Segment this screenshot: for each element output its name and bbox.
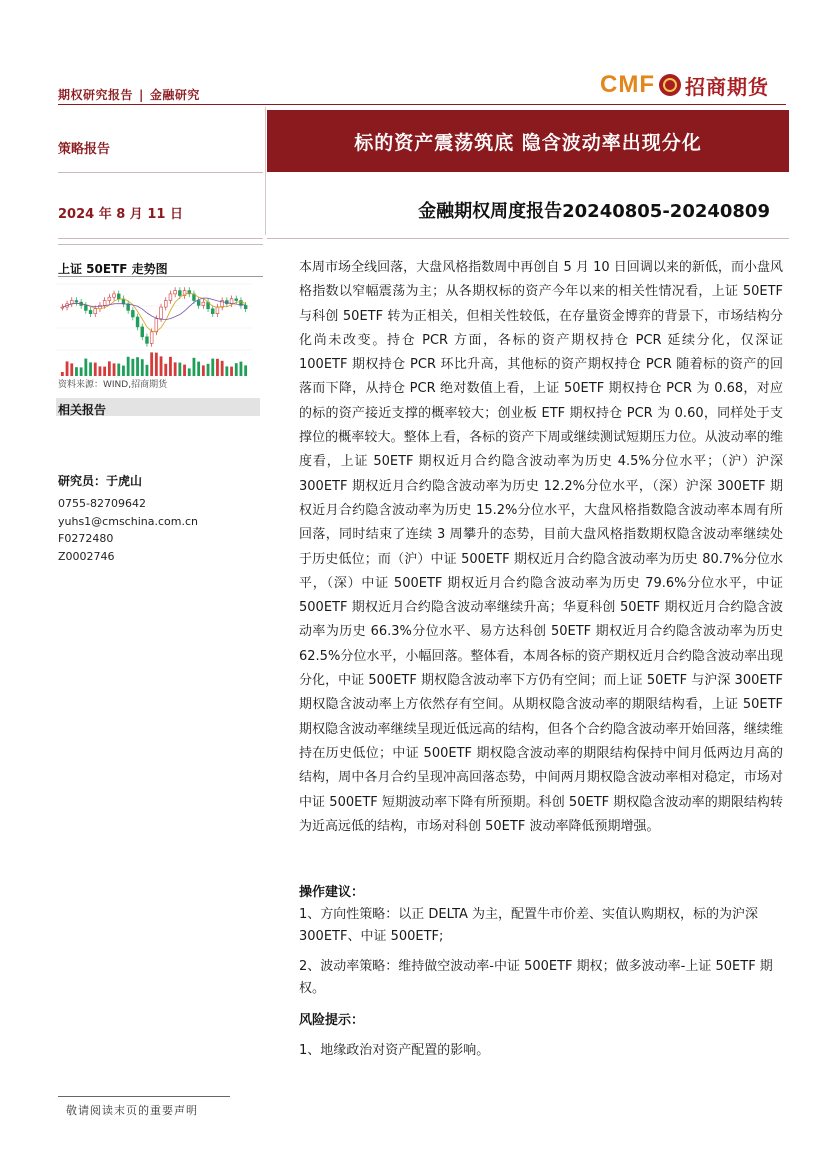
volume-bar <box>141 359 144 376</box>
footer-rule <box>58 1096 230 1097</box>
header-rule <box>58 104 786 105</box>
category-separator: | <box>139 88 144 102</box>
volume-bar <box>131 359 134 376</box>
volume-bar <box>183 365 186 376</box>
volume-bar <box>169 357 172 376</box>
etf-trend-chart <box>56 280 252 376</box>
analyst-name: 研究员：于虎山 <box>58 474 143 488</box>
candle-body <box>113 294 116 297</box>
logo-text-cn: 招商期货 <box>684 74 769 99</box>
title-banner <box>267 110 789 172</box>
candle-body <box>146 337 149 344</box>
volume-bar <box>127 357 130 376</box>
volume-bar <box>160 356 163 376</box>
volume-bar <box>94 363 97 376</box>
candle-body <box>197 301 200 306</box>
volume-bar <box>108 361 111 376</box>
risk-item: 1、地缘政治对资产配置的影响。 <box>299 1043 490 1058</box>
volume-bar <box>230 367 233 376</box>
candle-body <box>70 301 73 304</box>
volume-bar <box>216 359 219 376</box>
advice-item: 1、方向性策略：以正 DELTA 为主，配置牛市价差、实值认购期权，标的为沪深 300ETF、中证 500ETF; <box>299 907 759 944</box>
volume-bar <box>240 362 243 376</box>
candle-body <box>103 301 106 306</box>
column-divider <box>265 107 266 235</box>
volume-bar <box>235 363 238 376</box>
volume-bar <box>75 367 78 376</box>
footer-disclaimer: 敬请阅读末页的重要声明 <box>66 1104 198 1117</box>
volume-bar <box>211 359 214 376</box>
volume-bar <box>61 372 64 376</box>
volume-bar <box>66 361 69 376</box>
candle-body <box>141 327 144 337</box>
divider <box>58 238 263 239</box>
analyst-license: Z0002746 <box>58 550 115 563</box>
volume-bar <box>70 363 73 376</box>
report-type: 策略报告 <box>58 142 111 157</box>
volume-bar <box>150 352 153 376</box>
candle-body <box>164 301 167 308</box>
volume-bar <box>164 364 167 376</box>
candle-body <box>169 294 172 301</box>
risk-title: 风险提示： <box>299 1013 365 1028</box>
divider <box>58 244 263 245</box>
divider <box>58 172 263 173</box>
volume-bar <box>193 358 196 376</box>
volume-bar <box>221 361 224 376</box>
volume-bar <box>117 364 120 376</box>
page-title: 标的资产震荡筑底 隐含波动率出现分化 <box>354 131 702 154</box>
report-category <box>58 86 200 103</box>
candle-body <box>89 310 92 313</box>
logo-text-en: CMF <box>600 71 655 98</box>
volume-bar <box>244 365 247 376</box>
report-subtitle: 金融期权周度报告20240805-20240809 <box>418 201 770 222</box>
candle-body <box>108 297 111 300</box>
candle-body <box>244 305 247 308</box>
company-logo <box>600 70 788 100</box>
volume-bar <box>84 359 87 376</box>
summary-paragraph: 本周市场全线回落，大盘风格指数周中再创自 5 月 10 日回调以来的新低，而小盘风格指数以窄幅震荡为主；从各期权标的资产今年以来的相关性情况看，上证 50ETF 与科创 50ETF 转为正相关，但相关性较低，在存量资金博弈的背景下，市场结构分化尚未改变。持仓 PCR 方面，各标的资产期权持仓 PCR 延续分化，仅深证 100ETF 期权持仓 PCR 环比升高，其他标的资产期权持仓 PCR 随着标的资产的回落而下降，从持仓 PCR 绝对数值上看，上证 50ETF 期权持仓 PCR 为 0.68，对应的标的资产接近支撑的概率较大；创业板 ETF 期权持仓 PCR 为 0.60，同样处于支撑位的概率较大。整体上看，各标的资产下周或继续测试短期压力位。从波动率的维度看，上证 50ETF 期权近月合约隐含波动率为历史 4.5%分位水平；（沪）沪深 300ETF 期权近月合约隐含波动率为历史 12.2%分位水平，（深）沪深 300ETF 期权近月合约隐含波动率为历史 15.2%分位水平，大盘风格指数隐含波动率本周有所回落，同时结束了连续 3 周攀升的态势，目前大盘风格指数期权隐含波动率继续处于历史低位；而（沪）中证 500ETF 期权近月合约隐含波动率为历史 80.7%分位水平，（深）中证 500ETF 期权近月合约隐含波动率为历史 79.6%分位水平，中证 500ETF 期权近月合约隐含波动率继续升高；华夏科创 50ETF 期权近月合约隐含波动率为历史 66.3%分位水平、易方达科创 50ETF 期权近月合约隐含波动率为历史 62.5%分位水平，小幅回落。整体看，本周各标的资产期权近月合约隐含波动率出现分化，中证 500ETF 期权隐含波动率下方仍有空间；而上证 50ETF 与沪深 300ETF 期权隐含波动率上方依然存有空间。从期权隐含波动率的期限结构看，上证 50ETF 期权隐含波动率继续呈现近低远高的结构，但各个合约隐含波动率开始回落，继续维持在历史低位；中证 500ETF 期权隐含波动率的期限结构保持中间月低两边月高的结构，周中各月合约呈现冲高回落态势，中间两月期权隐含波动率相对稳定，市场对中证 500ETF 短期波动率下降有所预期。科创 50ETF 期权隐含波动率的期限结构转为近高远低的结构，市场对科创 50ETF 波动率降低预期增强。 <box>299 260 783 834</box>
volume-bar <box>174 362 177 376</box>
candle-body <box>94 309 97 314</box>
volume-bar <box>99 366 102 376</box>
related-reports-title: 相关报告 <box>58 403 107 417</box>
candle-body <box>150 332 153 344</box>
volume-bar <box>80 367 83 376</box>
volume-bar <box>207 364 210 376</box>
analyst-license: F0272480 <box>58 532 114 545</box>
candle-body <box>131 310 134 317</box>
volume-bar <box>197 362 200 376</box>
candle-body <box>155 319 158 332</box>
advice-title: 操作建议： <box>299 885 365 900</box>
candle-body <box>211 309 214 314</box>
category-label: 期权研究报告 <box>58 88 134 102</box>
divider <box>267 238 789 239</box>
candle-body <box>75 301 78 303</box>
chart-title: 上证 50ETF 走势图 <box>58 262 168 276</box>
candle-body <box>136 317 139 327</box>
volume-bar <box>155 353 158 376</box>
candle-body <box>160 307 163 319</box>
candle-body <box>174 291 177 294</box>
volume-bar <box>202 365 205 376</box>
volume-bar <box>113 363 116 376</box>
volume-bars <box>61 352 247 376</box>
volume-bar <box>122 366 125 376</box>
volume-bar <box>136 357 139 376</box>
subcategory-label: 金融研究 <box>149 88 200 102</box>
candle-body <box>61 307 64 308</box>
report-date: 2024 年 8 月 11 日 <box>58 207 183 222</box>
candle-body <box>216 307 219 314</box>
volume-bar <box>146 365 149 376</box>
advice-item: 2、波动率策略：维持做空波动率-中证 500ETF 期权；做多波动率-上证 50ETF 期权。 <box>299 959 773 996</box>
volume-bar <box>225 366 228 376</box>
candle-body <box>117 294 120 299</box>
analyst-email: yuhs1@cmschina.com.cn <box>58 515 198 528</box>
analyst-phone: 0755-82709642 <box>58 497 146 510</box>
chart-source: 资料来源：WIND,招商期货 <box>58 380 168 390</box>
volume-bar <box>89 362 92 376</box>
candle-body <box>178 291 181 296</box>
divider <box>58 276 263 277</box>
logo-seal-icon <box>659 74 681 96</box>
candle-body <box>202 302 205 305</box>
volume-bar <box>178 363 181 376</box>
volume-bar <box>188 368 191 376</box>
volume-bar <box>103 367 106 376</box>
candle-body <box>235 299 238 301</box>
candle-body <box>84 305 87 310</box>
